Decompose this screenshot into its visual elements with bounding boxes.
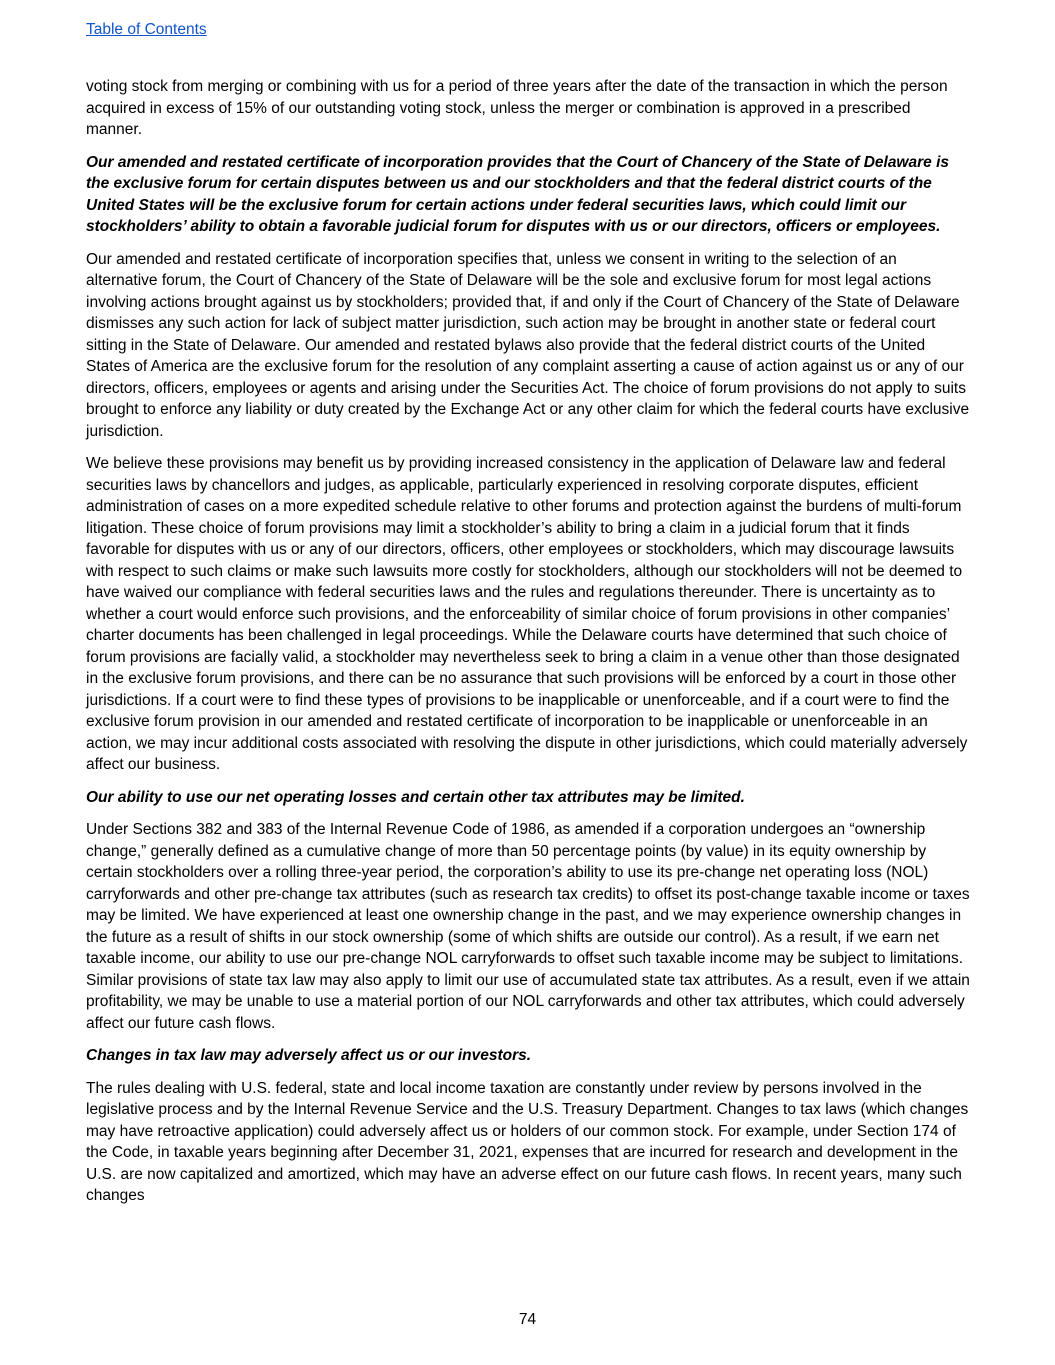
risk-heading-exclusive-forum: Our amended and restated certificate of incorporation provides that the Court of Chancery of the State of Delaware is the exclusive forum for certain disputes between us and our stockholders and that the federal district courts of the United States will be the exclusive forum for certain actions under federal securities laws, which could limit our stockholders’ ability to obtain a favorable judicial forum for disputes with us or our directors, officers or employees. <box>86 153 949 235</box>
risk-heading-tax-law-changes: Changes in tax law may adversely affect us or our investors. <box>86 1047 532 1064</box>
paragraph-forum-provisions-belief: We believe these provisions may benefit us by providing increased consistency in the application of Delaware law and federal securities laws by chancellors and judges, as applicable, particularly experienced in resolving corporate disputes, efficient administration of cases on a more expedited schedule relative to other forums and protection against the burdens of multi-forum litigation. These choice of forum provisions may limit a stockholder’s ability to bring a claim in a judicial forum that it finds favorable for disputes with us or any of our directors, officers, other employees or stockholders, which may discourage lawsuits with respect to such claims or make such lawsuits more costly for stockholders, although our stockholders will not be deemed to have waived our compliance with federal securities laws and the rules and regulations thereunder. There is uncertainty as to whether a court would enforce such provisions, and the enforceability of similar choice of forum provisions in other companies’ charter documents has been challenged in legal proceedings. While the Delaware courts have determined that such choice of forum provisions are facially valid, a stockholder may nevertheless seek to bring a claim in a venue other than those designated in the exclusive forum provisions, and there can be no assurance that such provisions will be enforced by a court in those other jurisdictions. If a court were to find these types of provisions to be inapplicable or unenforceable, and if a court were to find the exclusive forum provision in our amended and restated certificate of incorporation to be inapplicable or unenforceable in an action, we may incur additional costs associated with resolving the dispute in other jurisdictions, which could materially adversely affect our business. <box>86 455 968 773</box>
risk-heading-net-operating-losses: Our ability to use our net operating losses and certain other tax attributes may be limited. <box>86 788 745 806</box>
table-of-contents-link[interactable]: Table of Contents <box>86 21 207 38</box>
page-number: 74 <box>518 1311 537 1328</box>
paragraph-tax-law-rules: The rules dealing with U.S. federal, state and local income taxation are constantly under review by persons involved in the legislative process and by the Internal Revenue Service and the U.S. Treasury Department. Changes to tax laws (which changes may have retroactive application) could adversely affect us or holders of our common stock. For example, under Section 174 of the Code, in taxable years beginning after December 31, 2021, expenses that are incurred for research and development in the U.S. are now capitalized and amortized, which may have an adverse effect on our future cash flows. In recent years, many such changes <box>86 1079 969 1204</box>
toc-row <box>86 21 970 39</box>
paragraph-voting-stock: voting stock from merging or combining with us for a period of three years after the date of the transaction in which the person acquired in excess of 15% of our outstanding voting stock, unless the merger or combination is approved in a prescribed manner. <box>86 78 948 138</box>
paragraph-forum-specification: Our amended and restated certificate of incorporation specifies that, unless we consent in writing to the selection of an alternative forum, the Court of Chancery of the State of Delaware will be the sole and exclusive forum for most legal actions involving actions brought against us by stockholders; provided that, if and only if the Court of Chancery of the State of Delaware dismisses any such action for lack of subject matter jurisdiction, such action may be brought in another state or federal court sitting in the State of Delaware. Our amended and restated bylaws also provide that the federal district courts of the United States of America are the exclusive forum for the resolution of any complaint asserting a cause of action against us or any of our directors, officers, employees or agents and arising under the Securities Act. The choice of forum provisions do not apply to suits brought to enforce any liability or duty created by the Exchange Act or any other claim for which the federal courts have exclusive jurisdiction. <box>86 250 970 440</box>
paragraph-nol-carryforwards: Under Sections 382 and 383 of the Internal Revenue Code of 1986, as amended if a corporation undergoes an “ownership change,” generally defined as a cumulative change of more than 50 percentage points (by value) in its equity ownership by certain stockholders over a rolling three-year period, the corporation’s ability to use its pre-change net operating loss (NOL) carryforwards and other pre-change tax attributes (such as research tax credits) to offset its post-change taxable income or taxes may be limited. We have experienced at least one ownership change in the past, and we may experience ownership changes in the future as a result of shifts in our stock ownership (some of which shifts are outside our control). As a result, if we earn net taxable income, our ability to use our pre-change NOL carryforwards to offset such taxable income may be subject to limitations. Similar provisions of state tax law may also apply to limit our use of accumulated state tax attributes. As a result, even if we attain profitability, we may be unable to use a material portion of our NOL carryforwards and other tax attributes, which could adversely affect our future cash flows. <box>86 821 970 1032</box>
